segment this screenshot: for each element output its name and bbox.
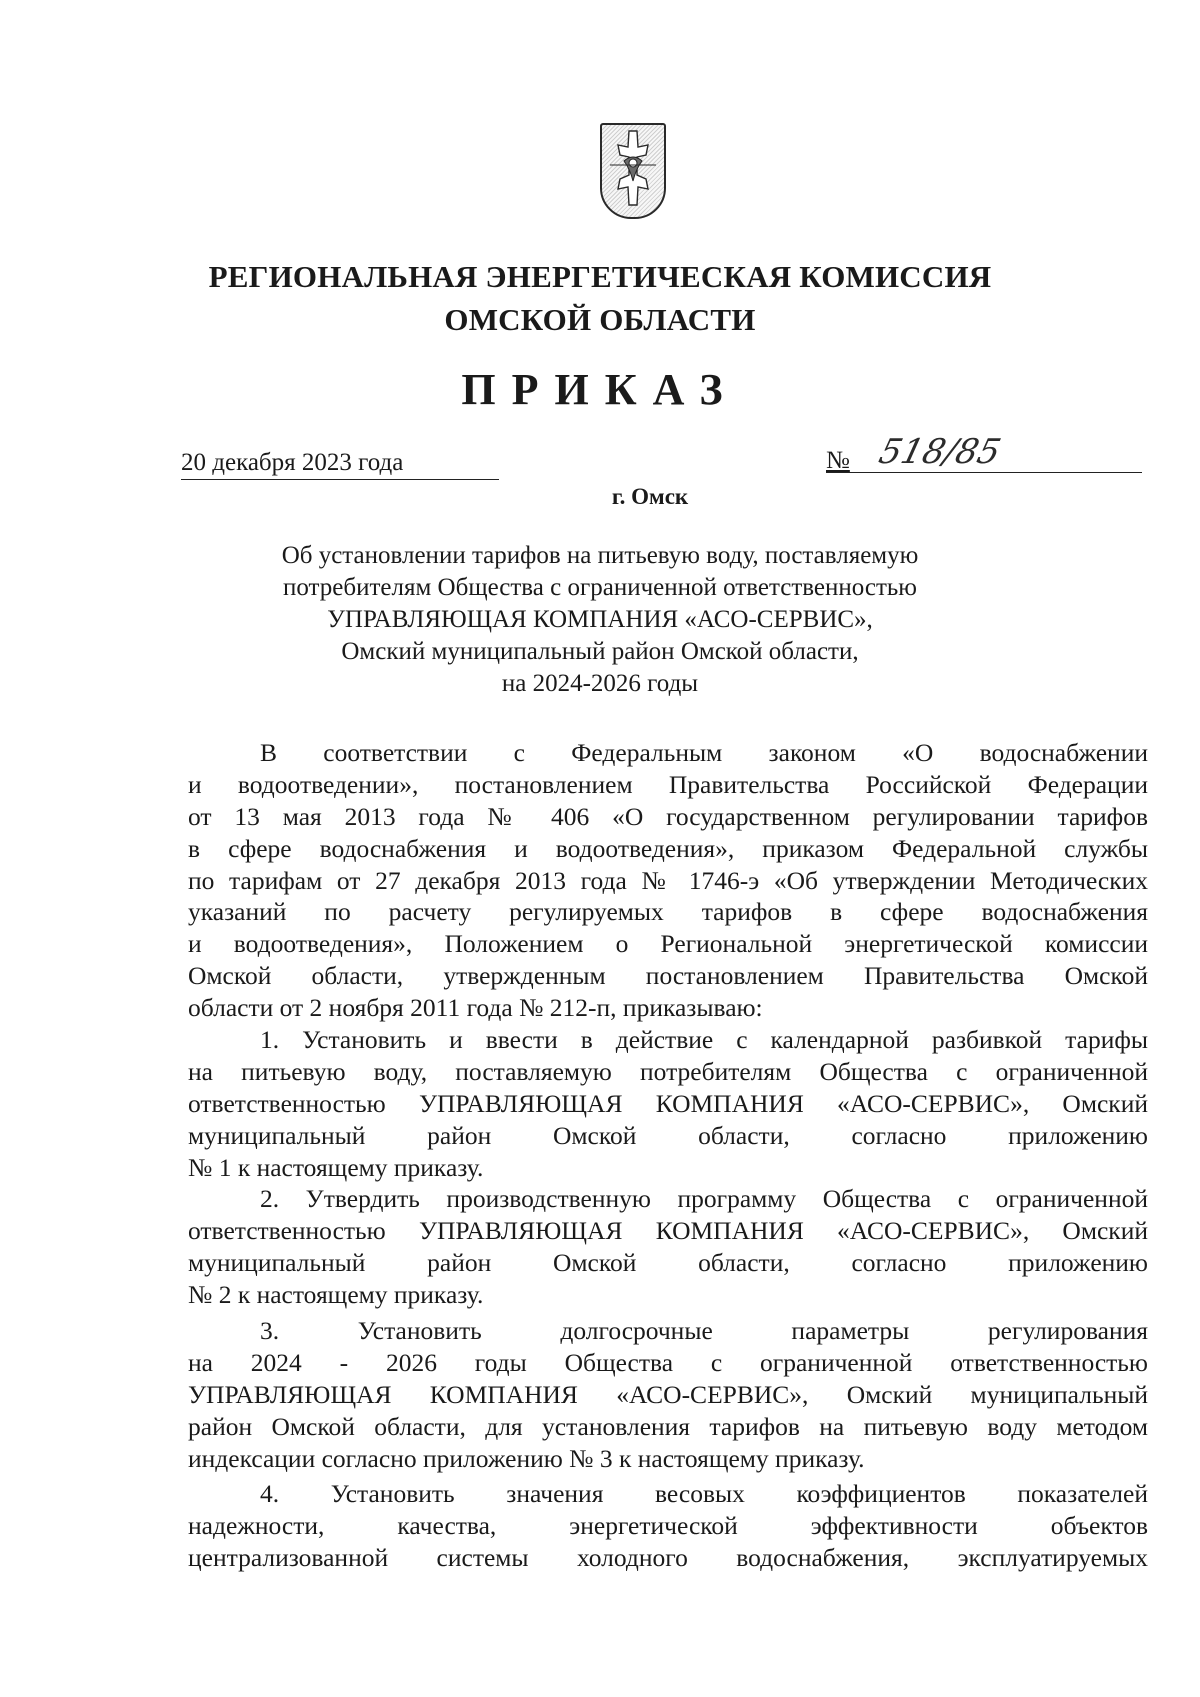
- number-sign: №: [826, 447, 850, 474]
- document-city: г. Омск: [611, 484, 689, 509]
- body-line: муниципальный район Омской области, согласно приложению: [188, 1248, 1148, 1278]
- order-item-2: [188, 1183, 1148, 1311]
- body-line: Омской области, утвержденным постановлением Правительства Омской: [188, 961, 1148, 991]
- coat-of-arms-emblem: [600, 123, 666, 219]
- preamble-paragraph: [188, 737, 1148, 1024]
- body-line: В соответствии с Федеральным законом «О водоснабжении: [260, 738, 1148, 767]
- body-line: на 2024 - 2026 годы Общества с ограниченной ответственностью: [188, 1347, 1148, 1377]
- body-line: и водоотведении», постановлением Правительства Российской Федерации: [188, 769, 1148, 799]
- body-line: УПРАВЛЯЮЩАЯ КОМПАНИЯ «АСО-СЕРВИС», Омский муниципальный: [188, 1379, 1148, 1409]
- emblem-drawing: [602, 125, 664, 217]
- body-line: указаний по расчету регулируемых тарифов в сфере водоснабжения: [188, 897, 1148, 927]
- subject-line: УПРАВЛЯЮЩАЯ КОМПАНИЯ «АСО-СЕРВИС»,: [327, 606, 873, 633]
- body-line: по тарифам от 27 декабря 2013 года № 1746-э «Об утверждении Методических: [188, 865, 1148, 895]
- body-line: № 2 к настоящему приказу.: [188, 1280, 484, 1310]
- document-number-handwritten: 518/85: [875, 432, 1005, 472]
- subject-line: потребителям Общества с ограниченной ответственностью: [283, 574, 917, 601]
- document-subject: [220, 540, 980, 700]
- body-line: от 13 мая 2013 года № 406 «О государственном регулировании тарифов: [188, 801, 1148, 831]
- body-line: надежности, качества, энергетической эффективности объектов: [188, 1511, 1148, 1541]
- organization-name-line-1: РЕГИОНАЛЬНАЯ ЭНЕРГЕТИЧЕСКАЯ КОМИССИЯ: [208, 259, 992, 294]
- body-line: 3. Установить долгосрочные параметры регулирования: [260, 1316, 1148, 1346]
- subject-line: Омский муниципальный район Омской области,: [341, 638, 859, 665]
- subject-line: Об установлении тарифов на питьевую воду, поставляемую: [281, 542, 919, 569]
- order-item-4: [188, 1478, 1148, 1574]
- body-line: ответственностью УПРАВЛЯЮЩАЯ КОМПАНИЯ «АСО-СЕРВИС», Омский: [188, 1216, 1148, 1246]
- body-line: области от 2 ноября 2011 года № 212-п, приказываю:: [188, 993, 763, 1023]
- body-line: централизованной системы холодного водоснабжения, эксплуатируемых: [188, 1543, 1148, 1573]
- subject-line: на 2024-2026 годы: [501, 670, 699, 697]
- document-body: [188, 737, 1148, 1574]
- body-line: индексации согласно приложению № 3 к настоящему приказу.: [188, 1443, 865, 1473]
- order-item-1: [188, 1024, 1148, 1183]
- organization-name-line-2: ОМСКОЙ ОБЛАСТИ: [444, 302, 756, 337]
- body-line: и водоотведения», Положением о Региональной энергетической комиссии: [188, 929, 1148, 959]
- body-line: 4. Установить значения весовых коэффициентов показателей: [260, 1479, 1148, 1509]
- document-type-title: ПРИКАЗ: [461, 365, 739, 414]
- body-line: 1. Установить и ввести в действие с календарной разбивкой тарифы: [260, 1025, 1148, 1055]
- order-item-3: [188, 1315, 1148, 1474]
- body-line: № 1 к настоящему приказу.: [188, 1152, 484, 1182]
- body-line: муниципальный район Омской области, согласно приложению: [188, 1120, 1148, 1150]
- body-line: ответственностью УПРАВЛЯЮЩАЯ КОМПАНИЯ «АСО-СЕРВИС», Омский: [188, 1088, 1148, 1118]
- document-number-field: [826, 432, 1142, 474]
- body-line: 2. Утвердить производственную программу Общества с ограниченной: [260, 1184, 1148, 1214]
- document-date: 20 декабря 2023 года: [181, 448, 499, 480]
- body-line: на питьевую воду, поставляемую потребителям Общества с ограниченной: [188, 1056, 1148, 1086]
- body-line: район Омской области, для установления тарифов на питьевую воду методом: [188, 1411, 1148, 1441]
- body-line: в сфере водоснабжения и водоотведения», приказом Федеральной службы: [188, 833, 1148, 863]
